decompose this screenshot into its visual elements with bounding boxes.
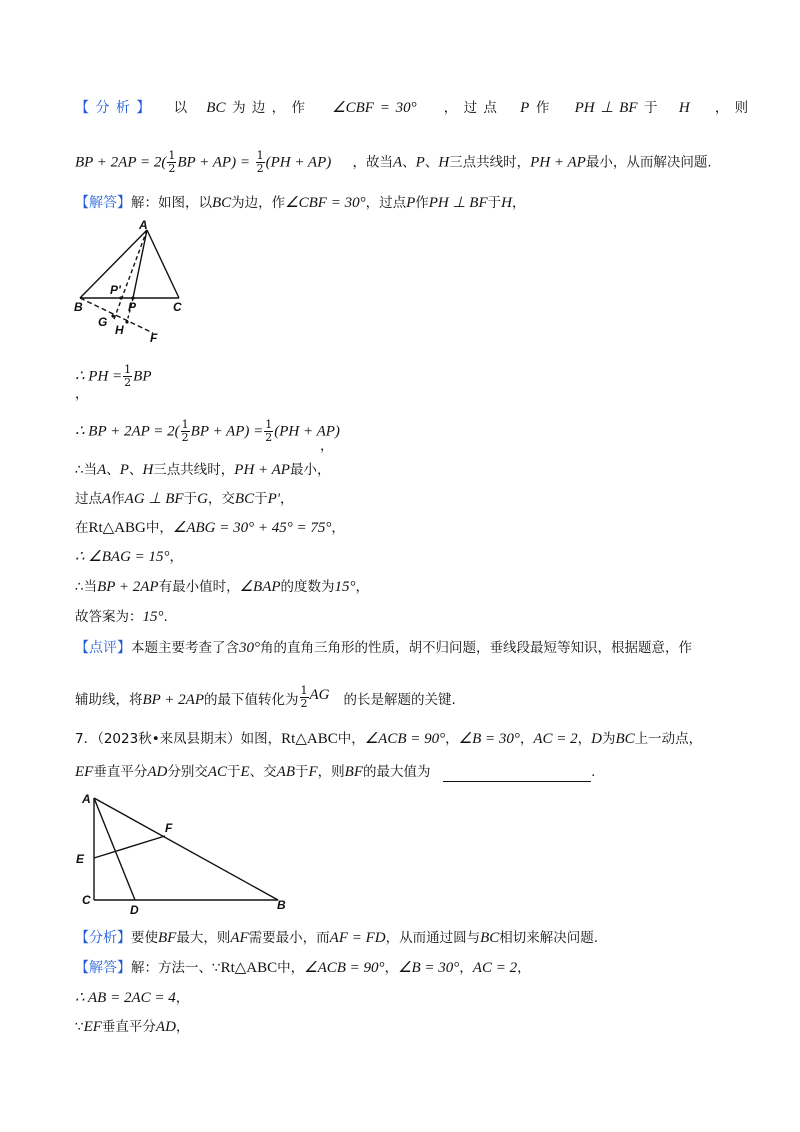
comment-label: 【点评】: [75, 640, 131, 656]
fig1-label-P-prime: P': [110, 283, 121, 297]
step-ph: ∴ PH = $\frac{1}{2}$ BP: [75, 363, 152, 389]
fig1-label-G: G: [98, 315, 108, 329]
analysis-label-2: 【分析】: [75, 930, 131, 946]
analysis-line-1: 【 分 析 】 以 BC 为 边 ， 作 ∠CBF = 30° ， 过 点 P 作 PH ⊥ BF 于 H ， 则: [75, 100, 749, 116]
fig2-label-E: E: [76, 852, 85, 866]
fig1-label-A: A: [139, 218, 148, 232]
fraction-half: $\frac{1}{2}$: [168, 149, 176, 175]
step-conclusion: ∴当BP + 2AP有最小值时，∠BAP的度数为15°，: [75, 579, 370, 595]
solution-2-line-3: ∵EF垂直平分AD，: [75, 1019, 190, 1035]
fig1-label-B: B: [74, 300, 83, 314]
fig2-label-D: D: [130, 903, 139, 917]
comment-line-1: 【点评】本题主要考查了含30°角的直角三角形的性质，胡不归问题，垂线段最短等知识，根据题意，作: [75, 640, 692, 656]
fig1-label-C: C: [173, 300, 182, 314]
solution-2-line-1: 【解答】解：方法一、∵Rt△ABC中，∠ACB = 90°，∠B = 30°，AC = 2，: [75, 960, 531, 976]
solution-line-1: 【解答】解：如图，以BC为边，作∠CBF = 30°，过点P作PH ⊥ BF于H，: [75, 195, 526, 211]
triangle-figure-1: [70, 218, 200, 346]
solution-2-line-2: ∴ AB = 2AC = 4，: [75, 990, 190, 1006]
solution-label-2: 【解答】: [75, 960, 131, 976]
fig2-label-C: C: [82, 893, 91, 907]
triangle-figure-2: [70, 788, 300, 918]
fig2-label-B: B: [277, 898, 286, 912]
step-collinear: ∴当A、P、H三点共线时，PH + AP最小，: [75, 462, 331, 478]
step-perpendicular: 过点A作AG ⊥ BF于G，交BC于P'，: [75, 491, 294, 507]
fig1-label-H: H: [115, 323, 124, 337]
fig1-label-P: P: [128, 300, 137, 314]
step-expression: ∴ BP + 2AP = 2( $\frac{1}{2}$ BP + AP) = $\frac{1}{2}$ (PH + AP): [75, 418, 340, 444]
answer-blank: [443, 767, 591, 782]
analysis-2: 【分析】要使BF最大，则AF需要最小，而AF = FD，从而通过圆与BC相切来解决问题.: [75, 930, 599, 946]
question-7-line-1: 7．（2023秋•来凤县期末）如图，Rt△ABC中，∠ACB = 90°，∠B = 30°，AC = 2，D为BC上一动点，: [75, 731, 703, 747]
analysis-label: 【 分 析 】: [75, 100, 151, 116]
step-angle-abg: 在Rt△ABG中，∠ABG = 30° + 45° = 75°，: [75, 520, 345, 536]
question-7-line-2: EF垂直平分AD分别交AC于E、交AB于F，则BF的最大值为 .: [75, 764, 596, 780]
fig2-label-F: F: [165, 821, 173, 835]
solution-label: 【解答】: [75, 195, 131, 211]
step-angle-bag: ∴ ∠BAG = 15°，: [75, 549, 184, 565]
comment-line-2: 辅助线，将BP + 2AP的最下值转化为 $\frac{1}{2}$ AG 的长是解题的关键.: [75, 684, 456, 710]
analysis-line-2: BP + 2AP = 2( $\frac{1}{2}$ BP + AP) = $\frac{1}{2}$ (PH + AP) ，故当A、P、H三点共线时，PH + AP最小，从而解决问题.: [75, 149, 712, 175]
answer-line: 故答案为：15°.: [75, 609, 168, 625]
fig1-label-F: F: [150, 331, 158, 345]
fraction-half: $\frac{1}{2}$: [256, 149, 264, 175]
fig2-label-A: A: [82, 792, 91, 806]
